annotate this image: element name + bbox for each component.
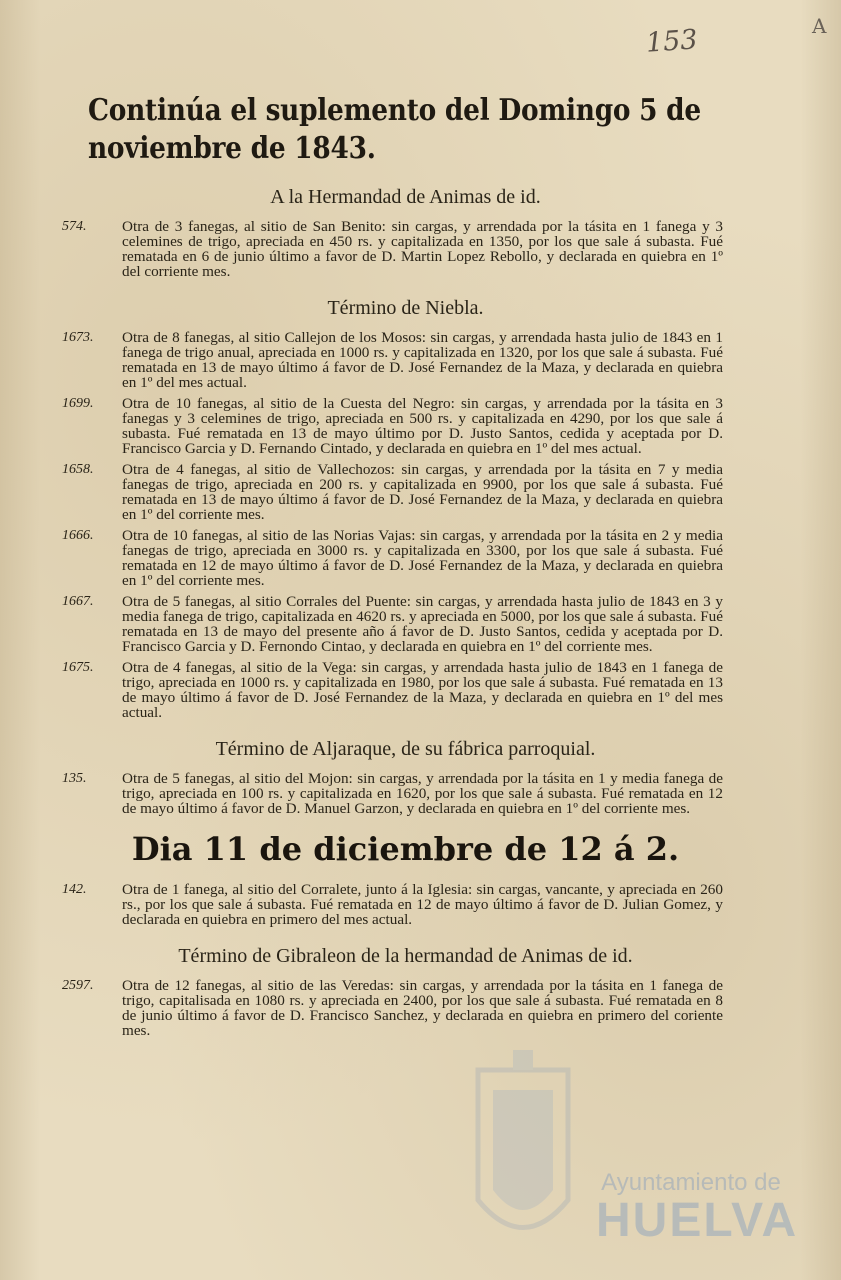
entry	[62, 770, 723, 817]
page-number: 153	[644, 24, 699, 59]
entry	[62, 881, 723, 928]
entry	[62, 527, 723, 589]
entry	[62, 218, 723, 280]
section-heading: Término de Gibraleon de la hermandad de Animas de id.	[178, 945, 633, 967]
entry	[62, 977, 723, 1039]
archive-watermark	[596, 1169, 799, 1247]
entry-number: 1699.	[62, 396, 94, 411]
entry-number: 574.	[62, 219, 87, 234]
entry-number: 1666.	[62, 528, 94, 543]
entry-number: 135.	[62, 771, 87, 786]
entry-text: Otra de 10 fanegas, al sitio de las Norias Vajas: sin cargas, y arrendada por la tásita en 2 y media fanegas de trigo, apreciada en 3000 rs. y capitalizada en 3300, por los que sale á subasta. Fué rematada en 12 de mayo último á favor de D. José Fernandez de la Maza, y declarada en quiebra en 1º del corriente mes.	[122, 527, 723, 589]
entry	[62, 593, 723, 655]
entry-number: 1658.	[62, 462, 94, 477]
crest-watermark-icon	[468, 1050, 578, 1260]
day-heading: Dia 11 de diciembre de 12 á 2.	[131, 830, 680, 868]
entry-text: Otra de 12 fanegas, al sitio de las Veredas: sin cargas, y arrendada por la tásita en 1 fanega de trigo, capitalisada en 1080 rs. y apreciada en 2400, por los que sale á subasta. Fué rematada en 8 de junio último á favor de D. Francisco Sanchez, y declarada en quiebra en primero del coriente mes.	[122, 977, 723, 1039]
entry	[62, 329, 723, 391]
entry-text: Otra de 4 fanegas, al sitio de la Vega: sin cargas, y arrendada hasta julio de 1843 en 1 fanega de trigo, apreciada en 1000 rs. y capitalizada en 1980, por los que sale á subasta. Fué rematada en 13 de mayo último á favor de D. José Fernandez de la Maza, y declarada en quiebra en 1º del mes actual.	[122, 659, 723, 721]
entry-text: Otra de 5 fanegas, al sitio Corrales del Puente: sin cargas, y arrendada hasta julio de 1843 en 3 y media fanega de trigo, capitalizada en 4620 rs. y apreciada en 5000, por los que sale á subasta. Fué rematada en 13 de mayo del presente año á favor de D. Justo Santos, cedida y aceptada por D. Francisco Garcia y D. Fernondo Cintao, y declarada en quiebra en 1º del corriente mes.	[122, 593, 723, 655]
entry-number: 142.	[62, 882, 87, 897]
document-body	[62, 92, 723, 1044]
entry-text: Otra de 10 fanegas, al sitio de la Cuesta del Negro: sin cargas, y arrendada por la tásita en 3 fanegas y 3 celemines de trigo, apreciada en 500 rs. y capitalizada en 4290, por los que sale á subasta. Fué rematada en 13 de mayo último por D. Justo Santos, cedida y aceptada por D. Francisco Garcia y D. Fernando Cintado, y declarada en quiebra en 1º del mes actual.	[122, 395, 723, 457]
entry-number: 1667.	[62, 594, 94, 609]
entry-text: Otra de 5 fanegas, al sitio del Mojon: sin cargas, y arrendada por la tásita en 1 y media fanega de trigo, apreciada en 100 rs. y capitalizada en 1620, por los que sale á subasta. Fué rematada en 12 de mayo último á favor de D. Manuel Garzon, y declarada en quiebra en 1º del corriente mes.	[122, 770, 723, 817]
document-title: Continúa el suplemento del Domingo 5 de noviembre de 1843.	[88, 93, 701, 166]
entry	[62, 659, 723, 721]
entry-text: Otra de 4 fanegas, al sitio de Vallechozos: sin cargas, y arrendada por la tásita en 7 y media fanegas de trigo, apreciada en 200 rs. y capitalizada en 9900, por los que sale á subasta. Fué rematada en 13 de mayo último á favor de D. José Fernandez de la Maza, y declarada en quiebra en 1º del corriente mes.	[122, 461, 723, 523]
entry-number: 1673.	[62, 330, 94, 345]
entry-text: Otra de 8 fanegas, al sitio Callejon de los Mosos: sin cargas, y arrendada hasta julio de 1843 en 1 fanega de trigo anual, apreciada en 1000 rs. y capitalizada en 1320, por los que sale á subasta. Fué rematada en 13 de mayo último á favor de D. José Fernandez de la Maza, y declarada en quiebra en 1º del mes actual.	[122, 329, 723, 391]
section-heading: Término de Aljaraque, de su fábrica parroquial.	[215, 738, 596, 760]
section-heading: Término de Niebla.	[327, 297, 484, 319]
entry-text: Otra de 1 fanega, al sitio del Corralete, junto á la Iglesia: sin cargas, vancante, y apreciada en 260 rs., por los que sale á subasta. Fué rematada en 12 de mayo último á favor de D. Julian Gomez, y declarada en quiebra en primero del mes actual.	[122, 881, 723, 928]
entry-number: 1675.	[62, 660, 94, 675]
entry	[62, 461, 723, 523]
entry	[62, 395, 723, 457]
watermark-line1: Ayuntamiento de	[601, 1169, 781, 1196]
entry-text: Otra de 3 fanegas, al sitio de San Benito: sin cargas, y arrendada por la tásita en 1 fanega y 3 celemines de trigo, apreciada en 450 rs. y capitalizada en 1350, por los que sale á subasta. Fué rematada en 6 de junio último a favor de D. Martin Lopez Rebollo, y declarada en quiebra en 1º del corriente mes.	[122, 218, 723, 280]
section-heading: A la Hermandad de Animas de id.	[270, 186, 541, 208]
corner-mark: A	[812, 14, 827, 38]
entry-number: 2597.	[62, 978, 94, 993]
watermark-line2: HUELVA	[596, 1194, 799, 1247]
